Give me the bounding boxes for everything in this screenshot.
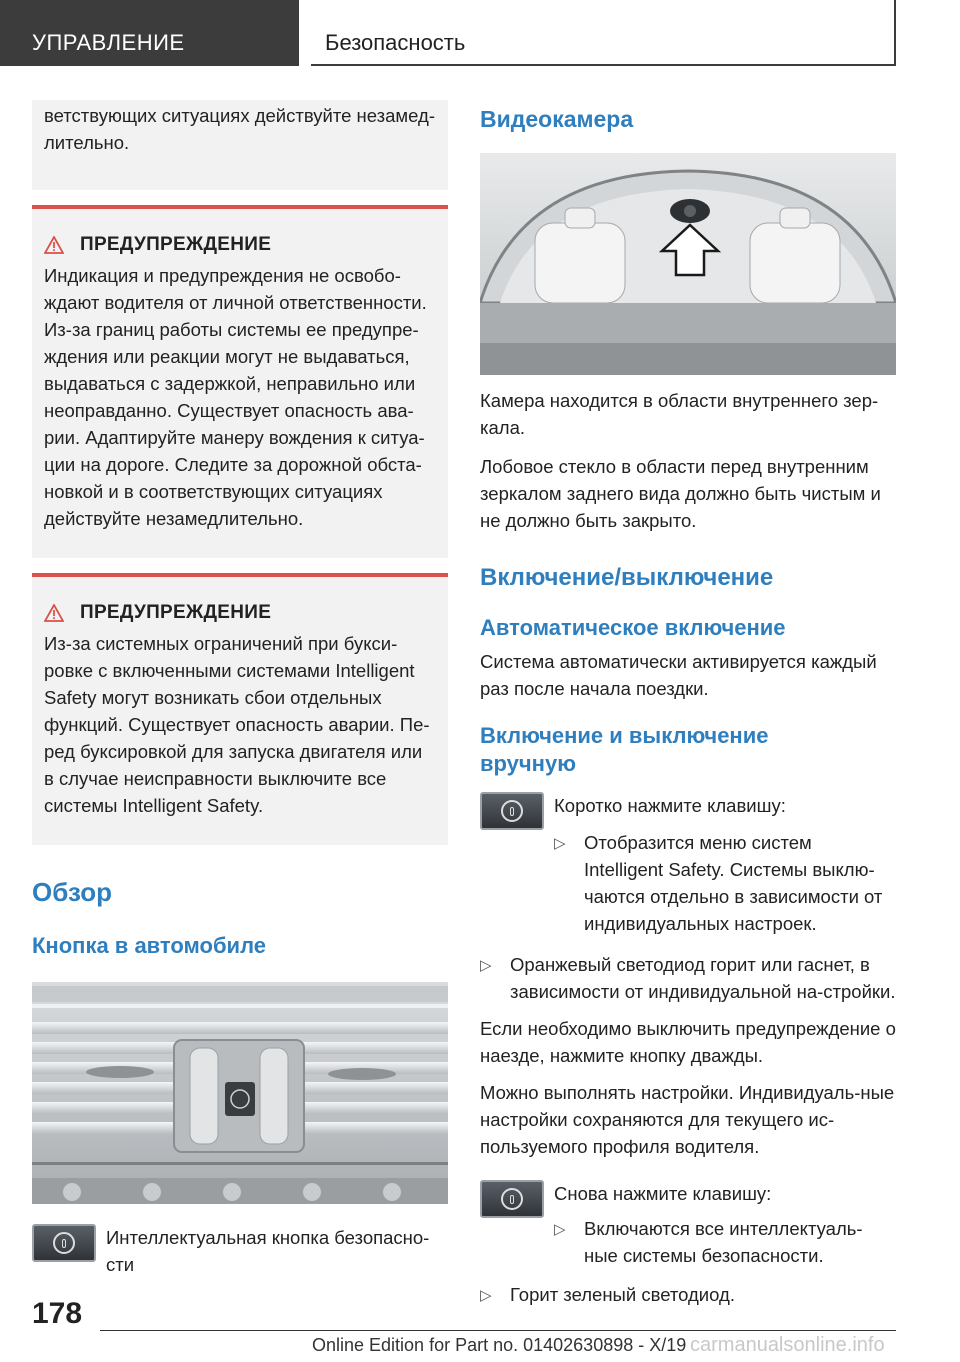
warning-box-2 bbox=[32, 573, 448, 845]
list-item bbox=[480, 1281, 896, 1309]
warning-2-line: Из-за системных ограничений при букси- bbox=[44, 633, 398, 654]
press-again-row bbox=[480, 1180, 896, 1269]
button-heading: Кнопка в автомобиле bbox=[32, 933, 266, 958]
button-caption: Интеллектуальная кнопка безопасно-сти bbox=[106, 1227, 430, 1275]
manual-heading: Включение и выключение вручную bbox=[480, 723, 769, 776]
camera-heading: Видеокамера bbox=[480, 106, 634, 132]
button-caption-row bbox=[32, 1224, 448, 1278]
warning-1-line: Из-за границ работы системы ее предупре- bbox=[44, 319, 419, 340]
warning-1-line: выдаваться с задержкой, неправильно или bbox=[44, 373, 416, 394]
press-once-row bbox=[480, 792, 896, 937]
edition-text: Online Edition for Part no. 01402630898 - X/19 bbox=[312, 1335, 687, 1355]
warning-1-line: ции на дороге. Следите за дорожной обста- bbox=[44, 454, 422, 475]
warning-1-line: Индикация и предупреждения не освобо- bbox=[44, 265, 401, 286]
intelligent-safety-button-icon bbox=[480, 1180, 544, 1218]
continued-note bbox=[32, 100, 448, 190]
warning-1-line: ждают водителя от личной ответственности. bbox=[44, 292, 427, 313]
step-led-text: Оранжевый светодиод горит или гаснет, в зависимости от индивидуальной на-стройки. bbox=[510, 954, 896, 1002]
intelligent-safety-button-icon bbox=[480, 792, 544, 830]
auto-on-text: Система автоматически активируется каждый раз после начала поездки. bbox=[480, 651, 877, 699]
auto-on-heading: Автоматическое включение bbox=[480, 615, 786, 640]
triangle-bullet-icon: ▷ bbox=[480, 1287, 492, 1304]
warning-triangle-icon bbox=[44, 236, 64, 254]
list-item bbox=[554, 829, 894, 937]
warning-1-line: неоправданно. Существует опасность ава- bbox=[44, 400, 414, 421]
warning-2-line: ровке с включенными системами Intelligent bbox=[44, 660, 415, 681]
onoff-heading: Включение/выключение bbox=[480, 564, 774, 591]
step-all-on-text: Включаются все интеллектуаль-ные системы безопасности. bbox=[584, 1218, 863, 1266]
warning-triangle-icon bbox=[44, 604, 64, 622]
triangle-bullet-icon: ▷ bbox=[554, 835, 566, 852]
continued-note-text: ветствующих ситуациях действуйте незамед-лительно. bbox=[44, 105, 435, 153]
footer-divider bbox=[100, 1330, 896, 1331]
overview-heading: Обзор bbox=[32, 877, 112, 907]
warning-box-1 bbox=[32, 205, 448, 558]
step-menu-text: Отобразится меню систем Intelligent Safety. Системы выклю-чаются отдельно в зависимости от индивидуальных настроек. bbox=[584, 832, 883, 934]
warning-2-line: ред буксировкой для запуска двигателя или bbox=[44, 741, 423, 762]
header-topic: Безопасность bbox=[311, 0, 896, 66]
list-item bbox=[480, 951, 896, 1005]
warning-1-line: ждения или реакции могут не выдаваться, bbox=[44, 346, 410, 367]
dashboard-button-photo bbox=[32, 982, 448, 1204]
intelligent-safety-button-icon bbox=[32, 1224, 96, 1262]
warning-2-line: системы Intelligent Safety. bbox=[44, 795, 264, 816]
warning-1-line: действуйте незамедлительно. bbox=[44, 508, 304, 529]
page-number: 178 bbox=[32, 1297, 83, 1330]
warning-1-title: ПРЕДУПРЕЖДЕНИЕ bbox=[80, 234, 272, 255]
watermark: carmanualsonline.info bbox=[690, 1334, 885, 1356]
windshield-clean-text: Лобовое стекло в области перед внутренним зеркалом заднего вида должно быть чистым и не должно быть закрыто. bbox=[480, 456, 881, 531]
settings-text: Можно выполнять настройки. Индивидуаль-ные настройки сохраняются для текущего ис-пользуемого профиля водителя. bbox=[480, 1082, 895, 1157]
warning-2-title: ПРЕДУПРЕЖДЕНИЕ bbox=[80, 602, 272, 623]
warning-2-line: Safety могут возникать сбои отдельных bbox=[44, 687, 382, 708]
triangle-bullet-icon: ▷ bbox=[480, 957, 492, 974]
left-column bbox=[32, 100, 448, 1278]
camera-location-text: Камера находится в области внутреннего зер-кала. bbox=[480, 390, 879, 438]
press-again-text: Снова нажмите клавишу: bbox=[554, 1183, 772, 1204]
header-section: УПРАВЛЕНИЕ bbox=[0, 0, 299, 66]
press-once-text: Коротко нажмите клавишу: bbox=[554, 795, 786, 816]
warning-1-line: рии. Адаптируйте манеру вождения к ситуа- bbox=[44, 427, 425, 448]
camera-location-photo bbox=[480, 153, 896, 375]
warning-2-line: функций. Существует опасность аварии. Пе- bbox=[44, 714, 430, 735]
warning-2-line: в случае неисправности выключите все bbox=[44, 768, 387, 789]
step-green-led-text: Горит зеленый светодиод. bbox=[510, 1284, 735, 1305]
triangle-bullet-icon: ▷ bbox=[554, 1221, 566, 1238]
list-item bbox=[554, 1215, 894, 1269]
double-press-text: Если необходимо выключить предупреждение о наезде, нажмите кнопку дважды. bbox=[480, 1018, 896, 1066]
right-column bbox=[480, 100, 896, 1309]
warning-1-line: новкой и в соответствующих ситуациях bbox=[44, 481, 383, 502]
